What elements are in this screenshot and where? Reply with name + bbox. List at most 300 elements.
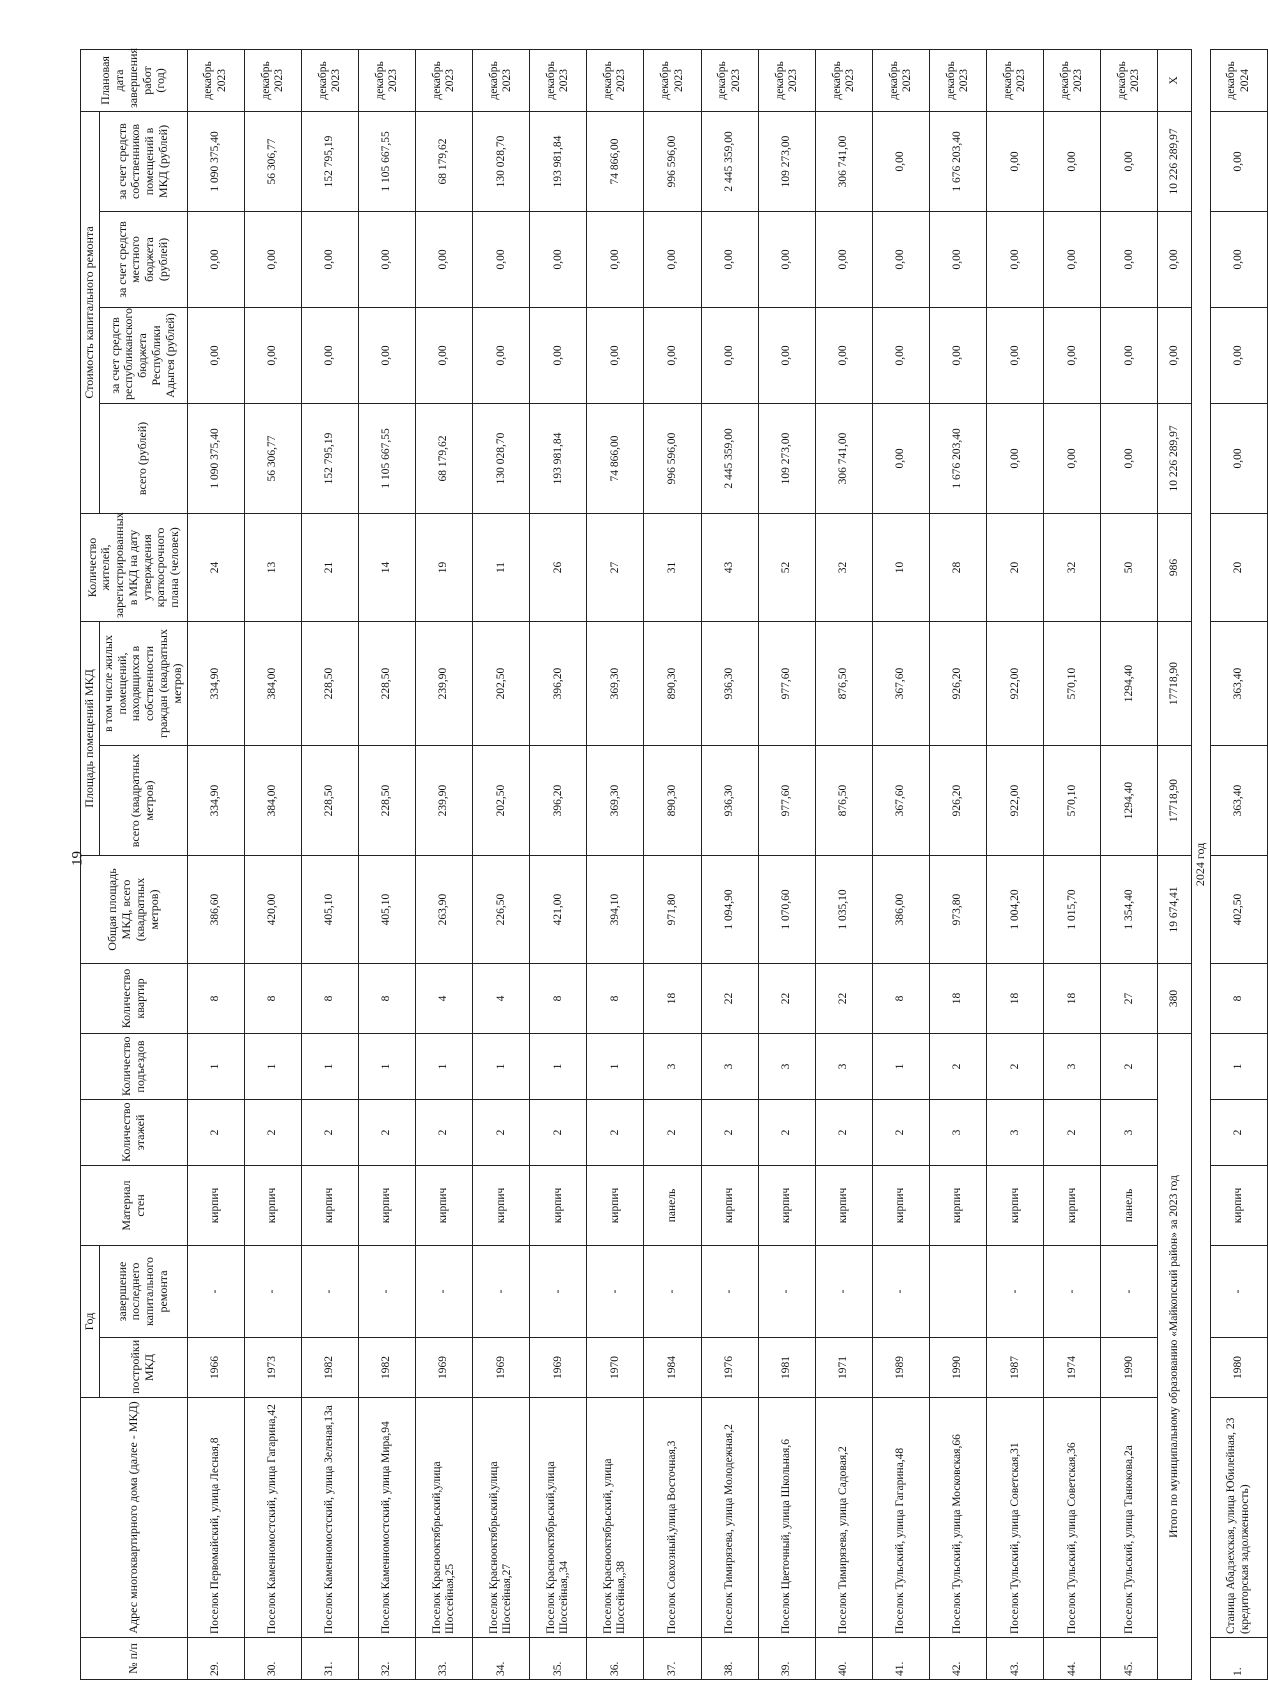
cell-floors: 2: [416, 1100, 473, 1166]
cell-prem-private: 369,30: [587, 621, 644, 745]
cell-cost-rep: 0,00: [872, 307, 929, 403]
header-premises-group: Площадь помещений МКД: [81, 621, 100, 855]
cell-cost-owners: 996 596,00: [644, 111, 701, 211]
cell-num: 42.: [930, 1638, 987, 1680]
cell-cost-local: 0,00: [473, 211, 530, 307]
page-number: 19: [69, 851, 86, 866]
cell-cost-local: 0,00: [416, 211, 473, 307]
cell-entrances: 1: [244, 1034, 301, 1100]
cell-prem-total: 926,20: [930, 746, 987, 856]
table-row: [1101, 49, 1158, 1679]
cell-cost-owners: 2 445 359,00: [701, 111, 758, 211]
cell-total-area: 405,10: [358, 856, 415, 964]
cell-prem-total: 876,50: [815, 746, 872, 856]
cell-repair: -: [1210, 1246, 1267, 1338]
cell-total-area: 1 070,60: [758, 856, 815, 964]
cell-material: панель: [644, 1166, 701, 1246]
cell-built: 1980: [1210, 1338, 1267, 1398]
table-row: [987, 49, 1044, 1679]
cell-total-area: 386,00: [872, 856, 929, 964]
cell-built: 1971: [815, 1338, 872, 1398]
table-body: [187, 49, 1267, 1679]
cell-residents: 20: [1210, 513, 1267, 621]
cell-floors: 2: [872, 1100, 929, 1166]
cell-num: 39.: [758, 1638, 815, 1680]
cell-residents: 52: [758, 513, 815, 621]
cell-cost-rep: 0,00: [1044, 307, 1101, 403]
cell-cost-total: 109 273,00: [758, 403, 815, 513]
cell-repair: -: [530, 1246, 587, 1338]
cell-cost-rep: 0,00: [815, 307, 872, 403]
cell-cost-owners: 0,00: [1101, 111, 1158, 211]
cell-prem-private: 1294,40: [1101, 621, 1158, 745]
table-row: [301, 49, 358, 1679]
cell-residents: 31: [644, 513, 701, 621]
cell-cost-owners: 152 795,19: [301, 111, 358, 211]
cell-cost-total: 152 795,19: [301, 403, 358, 513]
cell-cost-local: 0,00: [758, 211, 815, 307]
cell-repair: -: [1101, 1246, 1158, 1338]
cell-num: 30.: [244, 1638, 301, 1680]
table-row: [358, 49, 415, 1679]
cell-prem-total: 334,90: [187, 746, 244, 856]
cell-cost-total: 1 105 667,55: [358, 403, 415, 513]
cell-residents: 32: [1044, 513, 1101, 621]
cell-apartments: 22: [758, 964, 815, 1034]
cell-address: Поселок Тимирязева, улица Садовая,2: [815, 1398, 872, 1638]
header-residents: Количество жителей, зарегистрированных в МКД на дату утверждения краткосрочного плана (человек): [81, 513, 188, 621]
cell-built: 1981: [758, 1338, 815, 1398]
cell-cost-rep: 0,00: [473, 307, 530, 403]
total-cost-total: 10 226 289,97: [1158, 403, 1191, 513]
total-apartments: 380: [1158, 964, 1191, 1034]
cell-entrances: 1: [587, 1034, 644, 1100]
cell-floors: 3: [930, 1100, 987, 1166]
cell-cost-total: 193 981,84: [530, 403, 587, 513]
cell-cost-total: 0,00: [1210, 403, 1267, 513]
cell-total-area: 1 015,70: [1044, 856, 1101, 964]
cell-material: кирпич: [930, 1166, 987, 1246]
cell-material: кирпич: [416, 1166, 473, 1246]
cell-num: 1.: [1210, 1638, 1267, 1680]
cell-floors: 2: [530, 1100, 587, 1166]
cell-entrances: 2: [987, 1034, 1044, 1100]
cell-deadline: декабрь 2023: [1044, 49, 1101, 111]
cell-prem-private: 202,50: [473, 621, 530, 745]
header-floors: Количество этажей: [81, 1100, 188, 1166]
cell-address: Поселок Тульский, улица Советская,36: [1044, 1398, 1101, 1638]
cell-cost-local: 0,00: [644, 211, 701, 307]
section-divider-2024: [1191, 49, 1210, 1679]
cell-address: Поселок Каменномостский, улица Мира,94: [358, 1398, 415, 1638]
cell-prem-total: 367,60: [872, 746, 929, 856]
cell-residents: 43: [701, 513, 758, 621]
cell-cost-total: 996 596,00: [644, 403, 701, 513]
cell-built: 1990: [930, 1338, 987, 1398]
cell-deadline: декабрь 2023: [815, 49, 872, 111]
cell-cost-owners: 0,00: [872, 111, 929, 211]
cell-material: кирпич: [872, 1166, 929, 1246]
cell-num: 32.: [358, 1638, 415, 1680]
cell-cost-rep: 0,00: [1210, 307, 1267, 403]
table-row: [758, 49, 815, 1679]
cell-repair: -: [416, 1246, 473, 1338]
cell-deadline: декабрь 2023: [644, 49, 701, 111]
cell-material: кирпич: [1210, 1166, 1267, 1246]
cell-cost-owners: 56 306,77: [244, 111, 301, 211]
cell-cost-local: 0,00: [872, 211, 929, 307]
cell-material: кирпич: [530, 1166, 587, 1246]
cell-total-area: 386,60: [187, 856, 244, 964]
cell-prem-private: 384,00: [244, 621, 301, 745]
cell-repair: -: [987, 1246, 1044, 1338]
cell-cost-rep: 0,00: [244, 307, 301, 403]
cell-address: Поселок Тульский, улица Московская,66: [930, 1398, 987, 1638]
cell-repair: -: [473, 1246, 530, 1338]
cell-address: Поселок Краснооктябрьский,улица Шоссейная,,34: [530, 1398, 587, 1638]
cell-apartments: 8: [530, 964, 587, 1034]
cell-prem-private: 367,60: [872, 621, 929, 745]
cell-deadline: декабрь 2023: [987, 49, 1044, 111]
cell-cost-rep: 0,00: [587, 307, 644, 403]
cell-repair: -: [244, 1246, 301, 1338]
cell-built: 1984: [644, 1338, 701, 1398]
cell-cost-rep: 0,00: [644, 307, 701, 403]
cell-cost-total: 74 866,00: [587, 403, 644, 513]
cell-material: кирпич: [815, 1166, 872, 1246]
cell-cost-local: 0,00: [530, 211, 587, 307]
cell-prem-private: 922,00: [987, 621, 1044, 745]
cell-prem-total: 363,40: [1210, 746, 1267, 856]
cell-cost-owners: 1 090 375,40: [187, 111, 244, 211]
cell-deadline: декабрь 2023: [301, 49, 358, 111]
cell-prem-total: 1294,40: [1101, 746, 1158, 856]
cell-material: панель: [1101, 1166, 1158, 1246]
cell-address: Поселок Цветочный, улица Школьная,6: [758, 1398, 815, 1638]
cell-prem-total: 239,90: [416, 746, 473, 856]
cell-apartments: 8: [587, 964, 644, 1034]
cell-repair: -: [644, 1246, 701, 1338]
cell-repair: -: [872, 1246, 929, 1338]
cell-floors: 2: [473, 1100, 530, 1166]
cell-cost-local: 0,00: [244, 211, 301, 307]
cell-apartments: 8: [187, 964, 244, 1034]
cell-material: кирпич: [758, 1166, 815, 1246]
cell-entrances: 1: [416, 1034, 473, 1100]
cell-prem-total: 369,30: [587, 746, 644, 856]
cell-cost-local: 0,00: [358, 211, 415, 307]
cell-cost-owners: 306 741,00: [815, 111, 872, 211]
cell-floors: 2: [644, 1100, 701, 1166]
cell-prem-total: 922,00: [987, 746, 1044, 856]
cell-floors: 2: [1044, 1100, 1101, 1166]
cell-num: 43.: [987, 1638, 1044, 1680]
cell-total-area: 1 004,20: [987, 856, 1044, 964]
cell-total-area: 226,50: [473, 856, 530, 964]
cell-apartments: 18: [644, 964, 701, 1034]
cell-cost-owners: 1 676 203,40: [930, 111, 987, 211]
cell-cost-rep: 0,00: [416, 307, 473, 403]
header-premises-total: всего (квадратных метров): [99, 746, 187, 856]
cell-num: 40.: [815, 1638, 872, 1680]
cell-num: 33.: [416, 1638, 473, 1680]
cell-deadline: декабрь 2023: [872, 49, 929, 111]
total-label: Итого по муниципальному образованию «Майкопский район» за 2023 год: [1158, 1034, 1191, 1680]
cell-prem-total: 890,30: [644, 746, 701, 856]
cell-address: Поселок Каменномостский, улица Гагарина,42: [244, 1398, 301, 1638]
cell-apartments: 8: [1210, 964, 1267, 1034]
cell-prem-private: 396,20: [530, 621, 587, 745]
section-title-2024: 2024 год: [1191, 49, 1210, 1679]
cell-cost-total: 0,00: [1044, 403, 1101, 513]
cell-residents: 20: [987, 513, 1044, 621]
table-row: [187, 49, 244, 1679]
total-row: [1158, 49, 1191, 1679]
cell-address: Поселок Первомайский, улица Лесная,8: [187, 1398, 244, 1638]
header-year-built: постройки МКД: [99, 1338, 187, 1398]
cell-cost-owners: 0,00: [987, 111, 1044, 211]
cell-repair: [930, 1246, 987, 1338]
cell-apartments: 22: [701, 964, 758, 1034]
cell-total-area: 263,90: [416, 856, 473, 964]
cell-cost-local: 0,00: [815, 211, 872, 307]
cell-num: 37.: [644, 1638, 701, 1680]
cell-built: 1973: [244, 1338, 301, 1398]
cell-cost-total: 0,00: [872, 403, 929, 513]
cell-entrances: 3: [758, 1034, 815, 1100]
cell-entrances: 1: [358, 1034, 415, 1100]
cell-prem-private: 926,20: [930, 621, 987, 745]
cell-prem-total: 977,60: [758, 746, 815, 856]
cell-built: 1987: [987, 1338, 1044, 1398]
header-year-last-repair: завершение последнего капитального ремонта: [99, 1246, 187, 1338]
header-year-group: Год: [81, 1246, 100, 1398]
cell-address: Поселок Краснооктябрьский,улица Шоссейная,27: [473, 1398, 530, 1638]
cell-cost-total: 1 090 375,40: [187, 403, 244, 513]
cell-entrances: 2: [1101, 1034, 1158, 1100]
cell-entrances: 1: [187, 1034, 244, 1100]
cell-cost-owners: 74 866,00: [587, 111, 644, 211]
cell-total-area: 421,00: [530, 856, 587, 964]
cell-address: Поселок Тульский, улица Гагарина,48: [872, 1398, 929, 1638]
cell-built: 1969: [530, 1338, 587, 1398]
cell-apartments: 8: [358, 964, 415, 1034]
cell-cost-total: 130 028,70: [473, 403, 530, 513]
cell-cost-local: 0,00: [1210, 211, 1267, 307]
table-row: [930, 49, 987, 1679]
cell-cost-owners: 0,00: [1044, 111, 1101, 211]
total-residents: 986: [1158, 513, 1191, 621]
cell-floors: 3: [987, 1100, 1044, 1166]
cell-floors: 2: [815, 1100, 872, 1166]
table-row: [244, 49, 301, 1679]
cell-floors: 2: [758, 1100, 815, 1166]
cell-residents: 28: [930, 513, 987, 621]
cell-cost-rep: 0,00: [1101, 307, 1158, 403]
cell-cost-rep: 0,00: [701, 307, 758, 403]
cell-cost-total: 1 676 203,40: [930, 403, 987, 513]
cell-cost-local: 0,00: [1101, 211, 1158, 307]
cell-cost-owners: 130 028,70: [473, 111, 530, 211]
table-row: [815, 49, 872, 1679]
cell-deadline: декабрь 2023: [587, 49, 644, 111]
cell-prem-private: 239,90: [416, 621, 473, 745]
cell-cost-owners: 68 179,62: [416, 111, 473, 211]
cell-deadline: декабрь 2023: [473, 49, 530, 111]
cell-address: Станица Абадзехская, улица Юбилейная, 23 (кредиторская задолженность): [1210, 1398, 1267, 1638]
cell-residents: 10: [872, 513, 929, 621]
cell-prem-total: 570,10: [1044, 746, 1101, 856]
total-cost-rep: 0,00: [1158, 307, 1191, 403]
cell-residents: 11: [473, 513, 530, 621]
cell-prem-total: 936,30: [701, 746, 758, 856]
cell-cost-rep: 0,00: [301, 307, 358, 403]
cell-entrances: 3: [815, 1034, 872, 1100]
header-wall-material: Материал стен: [81, 1166, 188, 1246]
cell-cost-owners: 1 105 667,55: [358, 111, 415, 211]
cell-apartments: 8: [872, 964, 929, 1034]
cell-cost-rep: 0,00: [758, 307, 815, 403]
cell-residents: 27: [587, 513, 644, 621]
cell-cost-local: 0,00: [930, 211, 987, 307]
table-row: [587, 49, 644, 1679]
cell-cost-total: 306 741,00: [815, 403, 872, 513]
cell-cost-total: 0,00: [987, 403, 1044, 513]
cell-num: 31.: [301, 1638, 358, 1680]
cell-cost-local: 0,00: [587, 211, 644, 307]
total-prem-private: 17718,90: [1158, 621, 1191, 745]
cell-residents: 32: [815, 513, 872, 621]
cell-material: кирпич: [301, 1166, 358, 1246]
total-total-area: 19 674,41: [1158, 856, 1191, 964]
cell-apartments: 8: [301, 964, 358, 1034]
cell-prem-private: 977,60: [758, 621, 815, 745]
cell-repair: -: [187, 1246, 244, 1338]
cell-cost-local: 0,00: [187, 211, 244, 307]
header-cost-total: всего (рублей): [99, 403, 187, 513]
cell-cost-owners: 0,00: [1210, 111, 1267, 211]
cell-floors: 2: [587, 1100, 644, 1166]
cell-prem-private: 936,30: [701, 621, 758, 745]
cell-cost-local: 0,00: [1044, 211, 1101, 307]
cell-floors: 2: [701, 1100, 758, 1166]
cell-entrances: 1: [530, 1034, 587, 1100]
cell-total-area: 402,50: [1210, 856, 1267, 964]
cell-deadline: декабрь 2023: [416, 49, 473, 111]
cell-deadline: декабрь 2023: [530, 49, 587, 111]
cell-entrances: 3: [1044, 1034, 1101, 1100]
cell-cost-rep: 0,00: [358, 307, 415, 403]
header-cost-owners: за счет средств собственников помещений в МКД (рублей): [99, 111, 187, 211]
cell-cost-rep: 0,00: [930, 307, 987, 403]
cell-total-area: 420,00: [244, 856, 301, 964]
cell-built: 1974: [1044, 1338, 1101, 1398]
cell-total-area: 973,80: [930, 856, 987, 964]
cell-entrances: 3: [701, 1034, 758, 1100]
cell-built: 1970: [587, 1338, 644, 1398]
cell-prem-private: 876,50: [815, 621, 872, 745]
cell-prem-private: 890,30: [644, 621, 701, 745]
cell-material: кирпич: [1044, 1166, 1101, 1246]
cell-residents: 14: [358, 513, 415, 621]
cell-residents: 26: [530, 513, 587, 621]
cell-cost-total: 0,00: [1101, 403, 1158, 513]
cell-repair: -: [358, 1246, 415, 1338]
cell-total-area: 1 035,10: [815, 856, 872, 964]
cell-cost-total: 56 306,77: [244, 403, 301, 513]
cell-built: 1966: [187, 1338, 244, 1398]
cell-residents: 13: [244, 513, 301, 621]
cell-apartments: 4: [416, 964, 473, 1034]
cell-entrances: 1: [1210, 1034, 1267, 1100]
cell-num: 35.: [530, 1638, 587, 1680]
cell-address: Поселок Тульский, улица Советская,31: [987, 1398, 1044, 1638]
cell-floors: 3: [1101, 1100, 1158, 1166]
cell-address: Поселок Каменномостский, улица Зеленая,13а: [301, 1398, 358, 1638]
header-premises-private: в том числе жилых помещений, находящихся в собственности граждан (квадратных метров): [99, 621, 187, 745]
cell-material: кирпич: [701, 1166, 758, 1246]
cell-floors: 2: [358, 1100, 415, 1166]
table-row: [416, 49, 473, 1679]
cell-deadline: декабрь 2023: [358, 49, 415, 111]
cell-repair: -: [1044, 1246, 1101, 1338]
cell-address: Поселок Тимирязева, улица Молодежная,2: [701, 1398, 758, 1638]
cell-cost-local: 0,00: [987, 211, 1044, 307]
cell-floors: 2: [244, 1100, 301, 1166]
cell-residents: 24: [187, 513, 244, 621]
cell-built: 1969: [473, 1338, 530, 1398]
cell-deadline: декабрь 2024: [1210, 49, 1267, 111]
cell-total-area: 1 354,40: [1101, 856, 1158, 964]
header-total-area: Общая площадь МКД, всего (квадратных метров): [81, 856, 188, 964]
cell-cost-rep: 0,00: [987, 307, 1044, 403]
cell-built: 1990: [1101, 1338, 1158, 1398]
cell-built: 1976: [701, 1338, 758, 1398]
cell-prem-private: 334,90: [187, 621, 244, 745]
cell-total-area: 1 094,90: [701, 856, 758, 964]
cell-material: кирпич: [587, 1166, 644, 1246]
header-cost-local: за счет средств местного бюджета (рублей): [99, 211, 187, 307]
cell-prem-total: 396,20: [530, 746, 587, 856]
cell-apartments: 27: [1101, 964, 1158, 1034]
header-entrances: Количество подъездов: [81, 1034, 188, 1100]
cell-entrances: 3: [644, 1034, 701, 1100]
cell-prem-private: 228,50: [358, 621, 415, 745]
cell-cost-total: 68 179,62: [416, 403, 473, 513]
cell-entrances: 1: [872, 1034, 929, 1100]
cell-total-area: 405,10: [301, 856, 358, 964]
total-cost-owners: 10 226 289,97: [1158, 111, 1191, 211]
table-row: [1210, 49, 1267, 1679]
cell-repair: -: [815, 1246, 872, 1338]
cell-apartments: 4: [473, 964, 530, 1034]
cell-deadline: декабрь 2023: [701, 49, 758, 111]
cell-address: Поселок Тульский, улица Танюкова,2а: [1101, 1398, 1158, 1638]
table-row: [530, 49, 587, 1679]
cell-num: 36.: [587, 1638, 644, 1680]
cell-built: 1982: [301, 1338, 358, 1398]
cell-prem-total: 228,50: [358, 746, 415, 856]
cell-prem-total: 228,50: [301, 746, 358, 856]
header-address: Адрес многоквартирного дома (далее - МКД): [81, 1398, 188, 1638]
cell-floors: 2: [1210, 1100, 1267, 1166]
cell-cost-local: 0,00: [301, 211, 358, 307]
cell-material: кирпич: [473, 1166, 530, 1246]
cell-num: 29.: [187, 1638, 244, 1680]
table-row: [473, 49, 530, 1679]
cell-apartments: 18: [1044, 964, 1101, 1034]
cell-apartments: 22: [815, 964, 872, 1034]
